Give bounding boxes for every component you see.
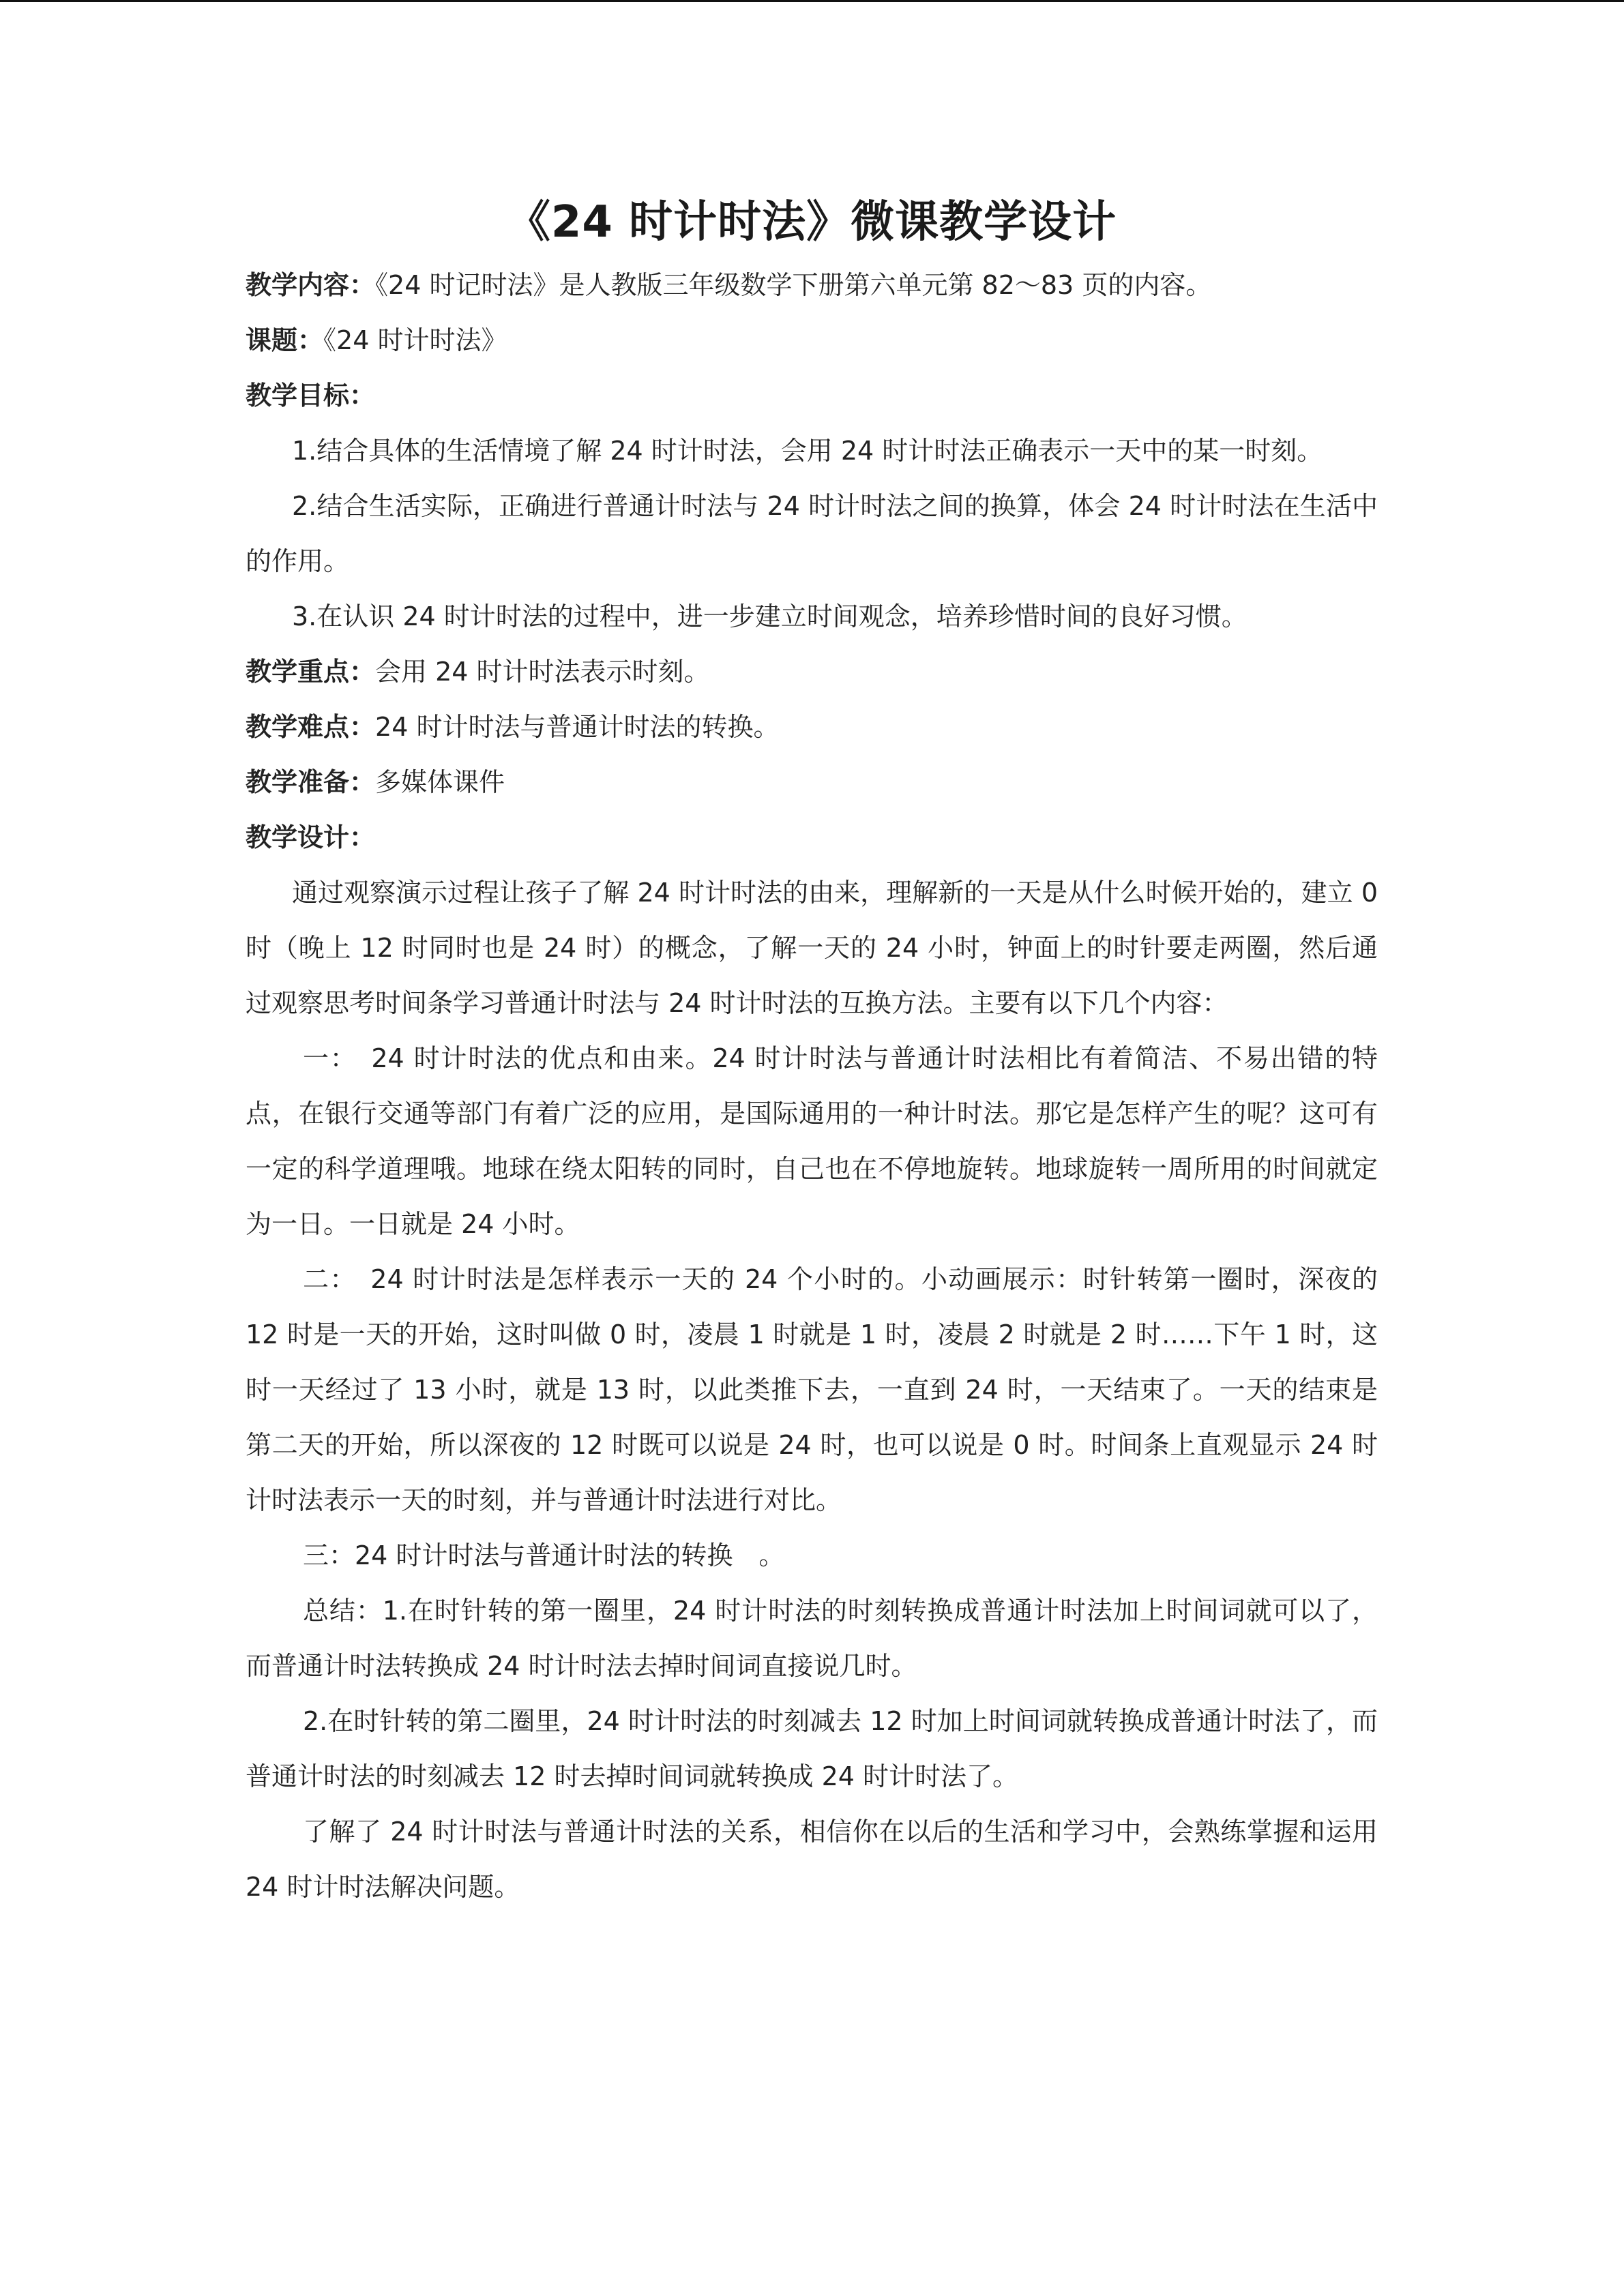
design-summary-2: 2.在时针转的第二圈里，24 时计时法的时刻减去 12 时加上时间词就转换成普通计时法了，而普通计时法的时刻减去 12 时去掉时间词就转换成 24 时计时法了。 bbox=[246, 1706, 1378, 1791]
teaching-content-label: 教学内容： bbox=[246, 270, 376, 300]
objective-item-3: 3.在认识 24 时计时法的过程中，进一步建立时间观念，培养珍惜时间的良好习惯。 bbox=[292, 601, 1247, 631]
lesson-topic bbox=[246, 313, 1378, 368]
design-heading bbox=[246, 810, 1378, 865]
design-closing: 了解了 24 时计时法与普通计时法的关系，相信你在以后的生活和学习中，会熟练掌握和运用 24 时计时法解决问题。 bbox=[246, 1817, 1378, 1902]
difficulty bbox=[246, 700, 1378, 755]
lesson-topic-label: 课题： bbox=[246, 325, 324, 355]
objective-item-1: 1.结合具体的生活情境了解 24 时计时法，会用 24 时计时法正确表示一天中的某一时刻。 bbox=[292, 436, 1323, 466]
teaching-content-text: 《24 时记时法》是人教版三年级数学下册第六单元第 82～83 页的内容。 bbox=[375, 270, 1212, 300]
preparation-text: 多媒体课件 bbox=[375, 767, 505, 797]
design-part-3: 三：24 时计时法与普通计时法的转换 。 bbox=[303, 1540, 785, 1570]
design-part-1: 一： 24 时计时法的优点和由来。24 时计时法与普通计时法相比有着简洁、不易出错的特点，在银行交通等部门有着广泛的应用，是国际通用的一种计时法。那它是怎样产生的呢？这可有一定的科学道理哦。地球在绕太阳转的同时，自己也在不停地旋转。地球旋转一周所用的时间就定为一日。一日就是 24 小时。 bbox=[246, 1043, 1378, 1239]
design-label: 教学设计： bbox=[246, 822, 376, 852]
preparation-label: 教学准备： bbox=[246, 767, 376, 797]
key-point-text: 会用 24 时计时法表示时刻。 bbox=[375, 657, 710, 687]
document-title: 《24 时计时法》微课教学设计 bbox=[506, 197, 1117, 248]
objectives-label: 教学目标： bbox=[246, 381, 376, 411]
preparation bbox=[246, 755, 1378, 810]
objective-item-2: 2.结合生活实际，正确进行普通计时法与 24 时计时法之间的换算，体会 24 时计时法在生活中的作用。 bbox=[246, 491, 1378, 576]
lesson-topic-text: 《24 时计时法》 bbox=[323, 325, 507, 355]
difficulty-text: 24 时计时法与普通计时法的转换。 bbox=[375, 712, 780, 742]
design-intro: 通过观察演示过程让孩子了解 24 时计时法的由来，理解新的一天是从什么时候开始的，建立 0 时（晚上 12 时同时也是 24 时）的概念，了解一天的 24 小时，钟面上的时针要走两圈，然后通过观察思考时间条学习普通计时法与 24 时计时法的互换方法。主要有以下几个内容： bbox=[246, 878, 1378, 1018]
document-page bbox=[246, 188, 1378, 1915]
design-summary-1: 总结：1.在时针转的第一圈里，24 时计时法的时刻转换成普通计时法加上时间词就可以了，而普通计时法转换成 24 时计时法去掉时间词直接说几时。 bbox=[246, 1596, 1378, 1681]
objectives-heading bbox=[246, 368, 1378, 423]
teaching-content bbox=[246, 258, 1378, 313]
difficulty-label: 教学难点： bbox=[246, 712, 376, 742]
key-point bbox=[246, 644, 1378, 700]
design-part-2: 二： 24 时计时法是怎样表示一天的 24 个小时的。小动画展示：时针转第一圈时，深夜的 12 时是一天的开始，这时叫做 0 时，凌晨 1 时就是 1 时，凌晨 2 时就是 2 时……下午 1 时，这时一天经过了 13 小时，就是 13 时，以此类推下去，一直到 24 时，一天结束了。一天的结束是第二天的开始，所以深夜的 12 时既可以说是 24 时，也可以说是 0 时。时间条上直观显示 24 时计时法表示一天的时刻，并与普通计时法进行对比。 bbox=[246, 1264, 1378, 1515]
key-point-label: 教学重点： bbox=[246, 657, 376, 687]
top-border-rule bbox=[0, 0, 1624, 2]
